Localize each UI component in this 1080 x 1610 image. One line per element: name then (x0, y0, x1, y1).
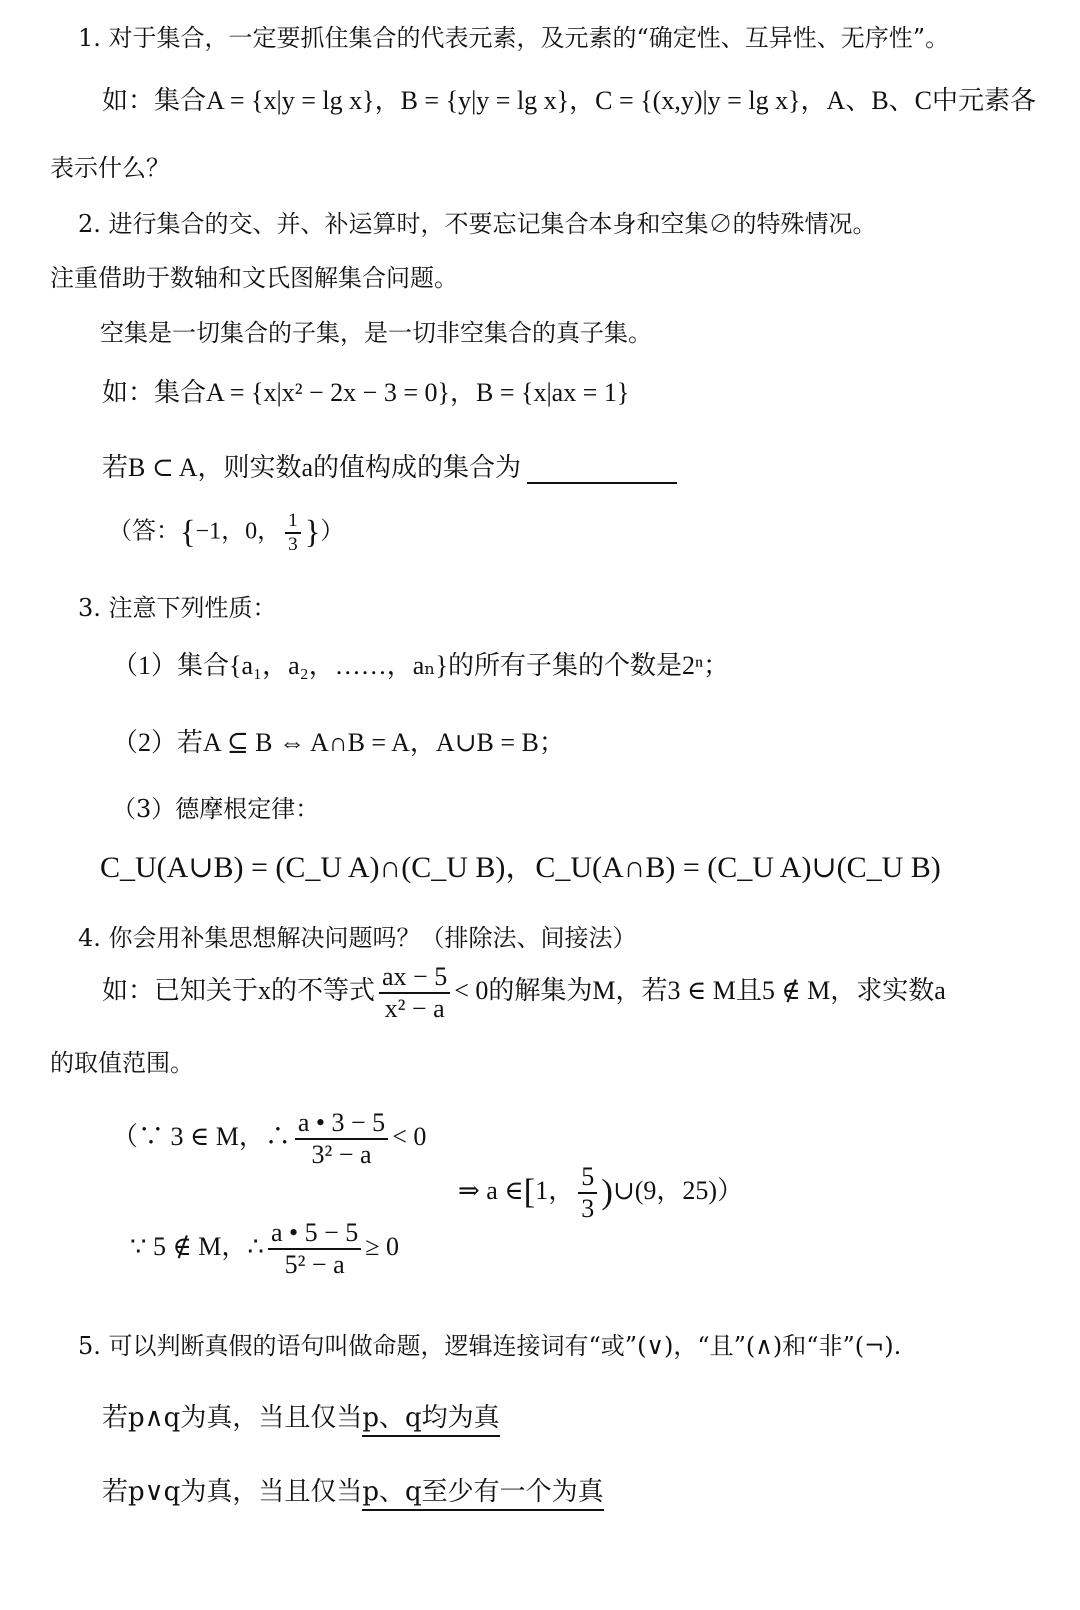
set-a-formula: A = {x|y = lg x} (206, 86, 375, 115)
solution-1-lead: （∵ 3 ∈ M，∴ (112, 1121, 291, 1151)
fraction-denominator: 3² − a (311, 1139, 372, 1169)
example-lead: 如：集合 (102, 86, 207, 115)
section-2-example (102, 372, 629, 409)
fraction-numerator: ax − 5 (379, 962, 450, 994)
solution-line-2 (130, 1218, 399, 1280)
fraction-denominator: 3 (581, 1193, 595, 1223)
de-morgan-law: C_U(A∪B) = (C_U A)∩(C_U B)，C_U(A∩B) = (C_U A)∪(C_U B) (100, 851, 941, 884)
logic-or-line (102, 1471, 604, 1508)
inequality-fraction (379, 962, 450, 1024)
section-2-answer: （答：{−1，0， $\frac{1}{3}$ }） (108, 510, 345, 556)
question-text: 若B ⊂ A，则实数a的值构成的集合为 (102, 453, 522, 482)
section-1-example (102, 80, 1036, 117)
example-lead: 如：集合 (102, 378, 207, 407)
solution-2-fraction (268, 1218, 361, 1280)
fraction-denominator: 3 (288, 534, 298, 556)
result-tail: ） (717, 1175, 744, 1205)
result-lower: 1， (535, 1175, 575, 1205)
separator: ， (569, 86, 596, 115)
property-3: （3）德摩根定律： (112, 795, 320, 823)
fraction-denominator: x² − a (384, 993, 445, 1023)
fraction-numerator: a • 3 − 5 (295, 1108, 388, 1140)
fraction-numerator: 1 (285, 510, 301, 534)
example-lead: 如：已知关于x的不等式 (102, 975, 376, 1005)
property-1-tail: 的所有子集的个数是2ⁿ； (447, 651, 730, 680)
and-lead: 若p∧q为真，当且仅当 (102, 1403, 363, 1433)
section-1-title: 1. 对于集合，一定要抓住集合的代表元素，及元素的“确定性、互异性、无序性”。 (78, 24, 950, 52)
property-1-set: {a₁，a₂，……，aₙ} (229, 651, 448, 680)
section-2-line3: 空集是一切集合的子集，是一切非空集合的真子集。 (100, 319, 652, 347)
answer-lead: （答： (108, 518, 180, 545)
solution-result: ⇒ a ∈[1， $\frac{5}{3}$ )∪(9，25)） (458, 1162, 744, 1223)
result-fraction (578, 1162, 597, 1224)
section-4-example (102, 962, 946, 1024)
section-4-wrap: 的取值范围。 (50, 1049, 194, 1077)
property-2: （2）若A ⊆ B ⇔ A∩B = A，A∪B = B； (112, 728, 565, 757)
set-b-formula: B = {x|ax = 1} (475, 378, 630, 407)
section-2-question (102, 447, 677, 484)
fraction-denominator: 5² − a (284, 1249, 345, 1279)
result-union: ∪(9，25) (612, 1175, 718, 1205)
and-answer: p、q均为真 (362, 1403, 499, 1437)
answer-fraction (285, 510, 301, 556)
property-1-lead: （1）集合 (112, 651, 230, 680)
property-1 (112, 645, 729, 682)
section-4-title: 4. 你会用补集思想解决问题吗？（排除法、间接法） (78, 924, 637, 952)
solution-2-lead: ∵ 5 ∉ M，∴ (130, 1231, 264, 1261)
set-b-formula: B = {y|y = lg x} (400, 86, 570, 115)
solution-1-fraction (295, 1108, 388, 1170)
answer-values: −1，0， (195, 518, 282, 545)
fraction-numerator: 5 (578, 1162, 597, 1194)
example-tail: < 0的解集为M，若3 ∈ M且5 ∉ M，求实数a (454, 975, 946, 1005)
set-c-formula: C = {(x,y)|y = lg x} (595, 86, 801, 115)
section-5-title: 5. 可以判断真假的语句叫做命题，逻辑连接词有“或”(∨)，“且”(∧)和“非”(¬). (78, 1332, 902, 1360)
answer-tail: ） (320, 518, 345, 545)
section-3-title: 3. 注意下列性质： (78, 594, 277, 622)
set-a-formula: A = {x|x² − 2x − 3 = 0} (206, 378, 450, 407)
or-answer: p、q至少有一个为真 (362, 1477, 603, 1511)
result-lead: ⇒ a ∈ (458, 1175, 524, 1205)
solution-2-relation: ≥ 0 (365, 1231, 400, 1261)
section-2-line2: 注重借助于数轴和文氏图解集合问题。 (50, 264, 458, 292)
separator: ， (374, 86, 401, 115)
separator: ， (449, 378, 476, 407)
example-tail: ，A、B、C中元素各 (800, 86, 1037, 115)
answer-blank[interactable] (527, 452, 677, 484)
logic-and-line (102, 1397, 500, 1434)
section-2-title: 2. 进行集合的交、并、补运算时，不要忘记集合本身和空集∅的特殊情况。 (78, 210, 877, 238)
section-1-wrap: 表示什么？ (50, 154, 170, 182)
solution-1-relation: < 0 (392, 1121, 427, 1151)
fraction-numerator: a • 5 − 5 (268, 1218, 361, 1250)
solution-line-1 (112, 1108, 426, 1170)
or-lead: 若p∨q为真，当且仅当 (102, 1477, 363, 1507)
